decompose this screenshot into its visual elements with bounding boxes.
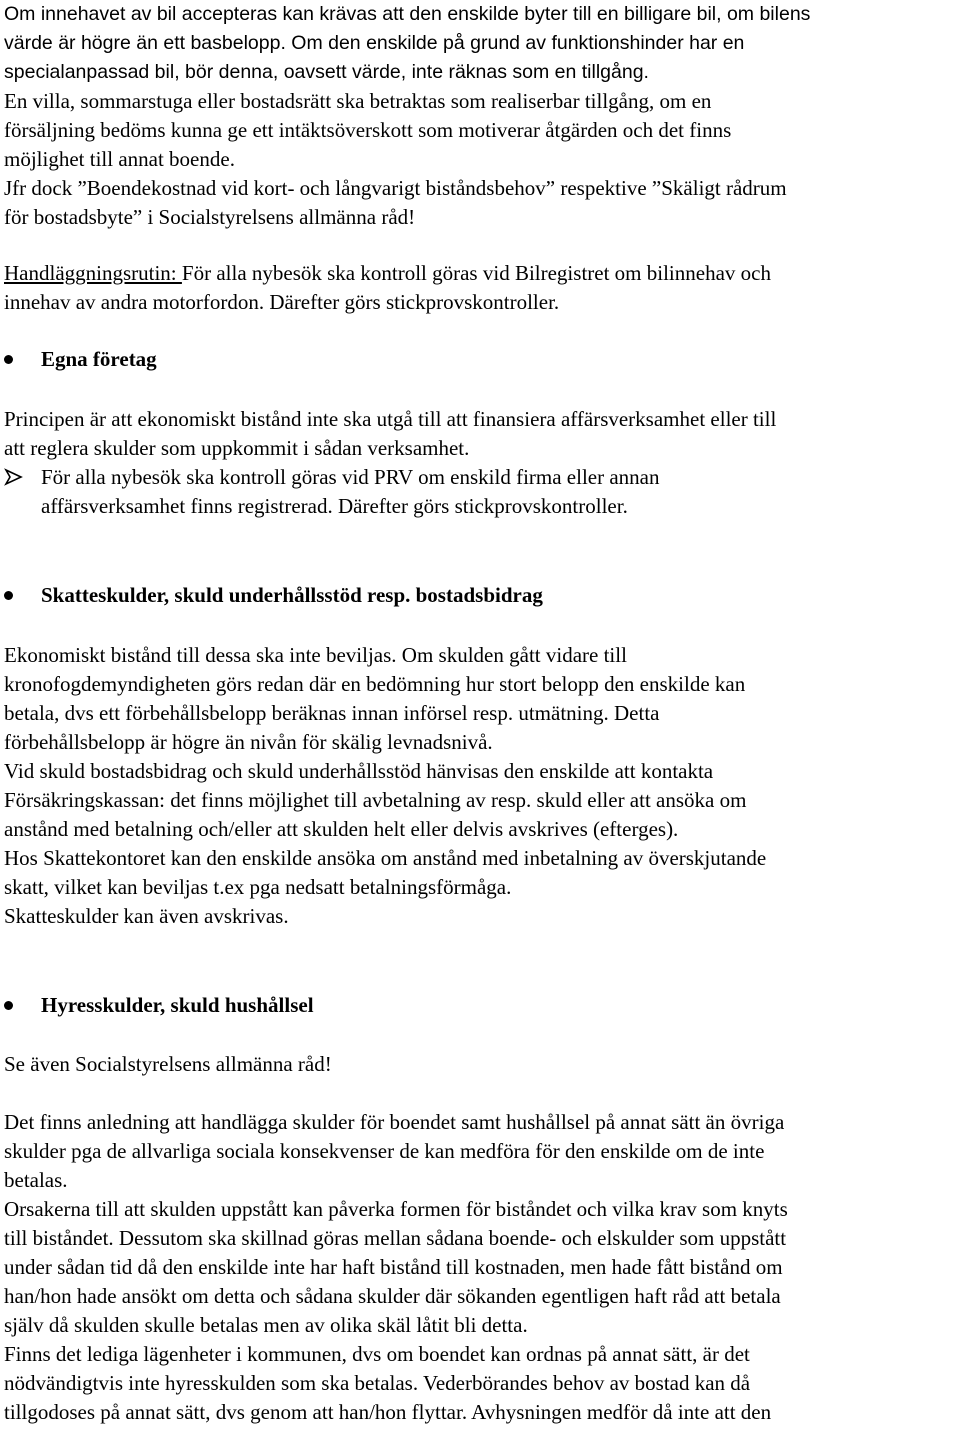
para-egna-line: att reglera skulder som uppkommit i sådan verksamhet. bbox=[4, 436, 470, 460]
para-hyres-line: tillgodoses på annat sätt, dvs genom att han/hon flyttar. Avhysningen medför då inte att den bbox=[4, 1400, 772, 1424]
bullet-icon bbox=[4, 591, 13, 600]
para-skatt-line: Försäkringskassan: det finns möjlighet till avbetalning av resp. skuld eller att ansöka om bbox=[4, 788, 747, 812]
para-skatt-line: betala, dvs ett förbehållsbelopp beräknas innan införsel resp. utmätning. Detta bbox=[4, 701, 660, 725]
rutin-line: innehav av andra motorfordon. Därefter görs stickprovskontroller. bbox=[4, 290, 560, 314]
para-bil-line: värde är högre än ett basbelopp. Om den enskilde på grund av funktionshinder har en bbox=[4, 32, 745, 54]
heading-skatteskulder: Skatteskulder, skuld underhållsstöd resp. bostadsbidrag bbox=[41, 583, 543, 607]
para-egna-line: Principen är att ekonomiskt bistånd inte ska utgå till att finansiera affärsverksamhet eller till bbox=[4, 407, 777, 431]
see-also-line: Se även Socialstyrelsens allmänna råd! bbox=[4, 1052, 332, 1076]
para-skatt-line: anstånd med betalning och/eller att skulden helt eller delvis avskrives (efterges). bbox=[4, 817, 679, 841]
bullet-icon bbox=[4, 355, 13, 364]
para-jfr-line: Jfr dock ”Boendekostnad vid kort- och långvarigt biståndsbehov” respektive ”Skäligt rådrum bbox=[4, 176, 787, 200]
rutin-line bbox=[4, 259, 771, 288]
heading-hyresskulder: Hyresskulder, skuld hushållsel bbox=[41, 993, 314, 1017]
rutin-text: För alla nybesök ska kontroll göras vid Bilregistret om bilinnehav och bbox=[181, 261, 771, 285]
para-bil-line: specialanpassad bil, bör denna, oavsett värde, inte räknas som en tillgång. bbox=[4, 61, 649, 83]
para-skatt-line: kronofogdemyndigheten görs redan där en bedömning hur stort belopp den enskilde kan bbox=[4, 672, 746, 696]
para-villa-line: försäljning bedöms kunna ge ett intäktsöverskott som motiverar åtgärden och det finns bbox=[4, 118, 732, 142]
para-skatt-line: Skatteskulder kan även avskrivas. bbox=[4, 904, 289, 928]
arrow-bullet-icon bbox=[4, 468, 24, 486]
heading-egna-foretag: Egna företag bbox=[41, 347, 157, 371]
para-skatt-line: Ekonomiskt bistånd till dessa ska inte beviljas. Om skulden gått vidare till bbox=[4, 643, 627, 667]
para-hyres-line: Det finns anledning att handlägga skulder för boendet samt hushållsel på annat sätt än övriga bbox=[4, 1110, 785, 1134]
para-hyres-line: Finns det lediga lägenheter i kommunen, dvs om boendet kan ordnas på annat sätt, är det bbox=[4, 1342, 750, 1366]
para-hyres-line: till biståndet. Dessutom ska skillnad göras mellan sådana boende- och elskulder som uppstått bbox=[4, 1226, 787, 1250]
para-skatt-line: skatt, vilket kan beviljas t.ex pga nedsatt betalningsförmåga. bbox=[4, 875, 512, 899]
arrow-item-line: affärsverksamhet finns registrerad. Därefter görs stickprovskontroller. bbox=[41, 494, 628, 518]
arrow-item-line: För alla nybesök ska kontroll göras vid PRV om enskild firma eller annan bbox=[41, 465, 660, 489]
bullet-icon bbox=[4, 1001, 13, 1010]
para-hyres-line: under sådan tid då den enskilde inte har haft bistånd till kostnaden, men hade fått bistånd om bbox=[4, 1255, 783, 1279]
para-skatt-line: Hos Skattekontoret kan den enskilde ansöka om anstånd med inbetalning av överskjutande bbox=[4, 846, 767, 870]
para-skatt-line: Vid skuld bostadsbidrag och skuld underhållsstöd hänvisas den enskilde att kontakta bbox=[4, 759, 714, 783]
para-skatt-line: förbehållsbelopp är högre än nivån för skälig levnadsnivå. bbox=[4, 730, 493, 754]
para-hyres-line: nödvändigtvis inte hyresskulden som ska betalas. Vederbörandes behov av bostad kan då bbox=[4, 1371, 751, 1395]
para-villa-line: möjlighet till annat boende. bbox=[4, 147, 235, 171]
para-bil-line: Om innehavet av bil accepteras kan krävas att den enskilde byter till en billigare bil, om bilens bbox=[4, 3, 811, 25]
para-hyres-line: skulder pga de allvarliga sociala konsekvenser de kan medföra för den enskilde om de inte bbox=[4, 1139, 765, 1163]
para-hyres-line: betalas. bbox=[4, 1168, 68, 1192]
rutin-label: Handläggningsrutin: bbox=[4, 261, 182, 285]
para-hyres-line: själv då skulden skulle betalas men av olika skäl låtit bli detta. bbox=[4, 1313, 528, 1337]
para-hyres-line: Orsakerna till att skulden uppstått kan påverka formen för biståndet och vilka krav som knyts bbox=[4, 1197, 788, 1221]
para-jfr-line: för bostadsbyte” i Socialstyrelsens allmänna råd! bbox=[4, 205, 416, 229]
para-villa-line: En villa, sommarstuga eller bostadsrätt ska betraktas som realiserbar tillgång, om en bbox=[4, 89, 712, 113]
para-hyres-line: han/hon hade ansökt om detta och sådana skulder där sökanden egentligen haft råd att betala bbox=[4, 1284, 781, 1308]
